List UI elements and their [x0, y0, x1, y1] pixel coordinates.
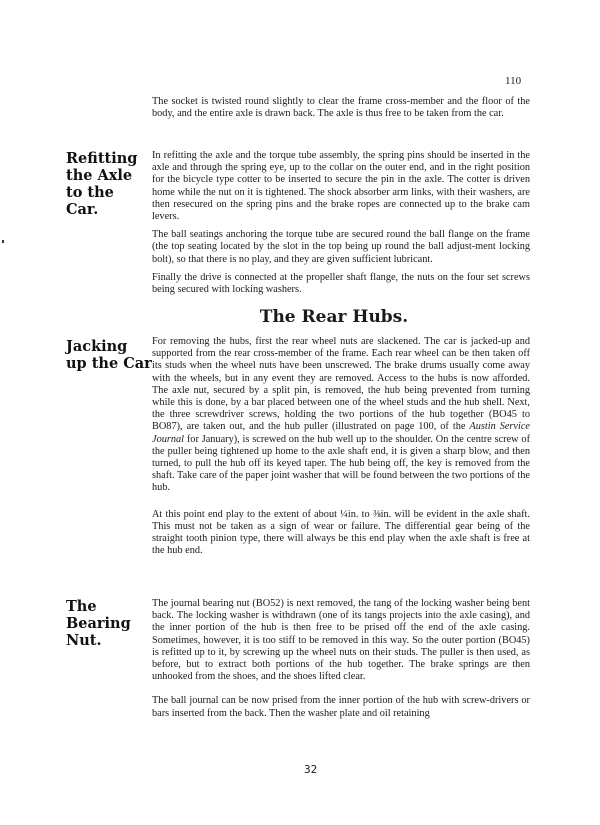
jacking-paragraph	[152, 336, 530, 495]
heading-line: Jacking	[66, 338, 128, 355]
refitting-paragraph: In refitting the axle and the torque tube assembly, the spring pins should be inserted in the axle and through the spring eye, up to the collar on the outer end, and in the right position for the bicycle type cotter to be inserted to secure the pin in the axle. The cotter is driven home while the nut on it is tightened. The shock absorber arm links, with their washers, are then resecured on the spring pins and the brake ropes are connected up to the brake cam levers.	[152, 150, 530, 223]
heading-line: Car.	[66, 201, 99, 218]
heading-bearing-nut	[66, 598, 131, 649]
end-play-paragraph: At this point end play to the extent of about ¼in. to ⅜in. will be evident in the axle shaft. This must not be taken as a sign of wear or failure. The differential gear being of the straight tooth pinion type, there will always be this end play when the axle shaft is free at the hub end.	[152, 508, 530, 557]
refitting-paragraph: The ball seatings anchoring the torque tube are secured round the ball flange on the frame (the top seating located by the slot in the top being up round the ball adjust-ment locking bolt), so that there is no play, and they are given sufficient lubricant.	[152, 229, 530, 265]
jacking-text-part2: for January), is screwed on the hub well up to the shoulder. On the centre screw of the puller being tightened up home to the axle shaft end, it is given a sharp blow, and then turned, to pull the hub off its keyed taper. The hub being off, the key is removed from the shaft. Take care of the paper joint washer that will be found between the two portions of the hub.	[152, 433, 530, 494]
heading-line: Refitting	[66, 150, 138, 167]
page-number: 110	[505, 75, 522, 87]
bearing-nut-paragraph: The journal bearing nut (BO52) is next removed, the tang of the locking washer being bent back. The locking washer is withdrawn (one of its tangs projects into the axle casing), and the inner portion of the hub is then free to be prised off the end of the axle casing. Sometimes, however, it is too stiff to be removed in this way. So the outer portion (BO45) is refitted up to it, by screwing up the wheel nuts on their studs. The puller is then used, as before, but to extract both portions of the hub together. The brake springs are then unhooked from the shoes, and the shoes lifted clear.	[152, 598, 530, 683]
section-title: The Rear Hubs.	[259, 307, 409, 327]
intro-block	[152, 96, 530, 120]
refitting-paragraph: Finally the drive is connected at the propeller shaft flange, the nuts on the four set screws being secured with locking washers.	[152, 271, 530, 296]
journal-title: Austin Service Journal	[152, 421, 531, 445]
jacking-text-part1: For removing the hubs, first the rear wheel nuts are slackened. The car is jacked-up and supported from the rear cross-member of the frame. Each rear wheel can be then taken off its studs when the wheel nuts have been unscrewed. The brake drums usually come away with the wheels, but in any event they are removed. Access to the hubs is now afforded. The axle nut, secured by a split pin, is removed, the hub being prevented from turning while this is done, by a bar placed between one of the wheel studs and the hub shell. Next, the three screwdriver screws, holding the two portions of the hub together (BO45 to BO87), are taken out, and the hub puller (illustrated on page 100, of the	[152, 336, 530, 433]
heading-line: the Axle	[66, 167, 133, 184]
heading-line: up the Car	[66, 355, 152, 372]
bearing-nut-paragraph: The ball journal can be now prised from the inner portion of the hub with screw-drivers or bars inserted from the back. Then the washer plate and oil retaining	[152, 695, 530, 719]
heading-line: Bearing	[66, 615, 131, 632]
folio-number: 32	[304, 763, 318, 776]
intro-paragraph: The socket is twisted round slightly to clear the frame cross-member and the floor of the body, and the entire axle is drawn back. The axle is thus free to be taken from the car.	[152, 96, 530, 120]
refitting-block	[152, 150, 530, 296]
heading-jacking	[66, 338, 152, 372]
heading-line: Nut.	[66, 632, 102, 649]
heading-refitting	[66, 150, 137, 218]
bearing-nut-block	[152, 598, 530, 720]
heading-line: The	[66, 598, 97, 615]
scan-speck	[2, 240, 4, 243]
heading-line: to the	[66, 184, 114, 201]
jacking-block	[152, 336, 530, 557]
